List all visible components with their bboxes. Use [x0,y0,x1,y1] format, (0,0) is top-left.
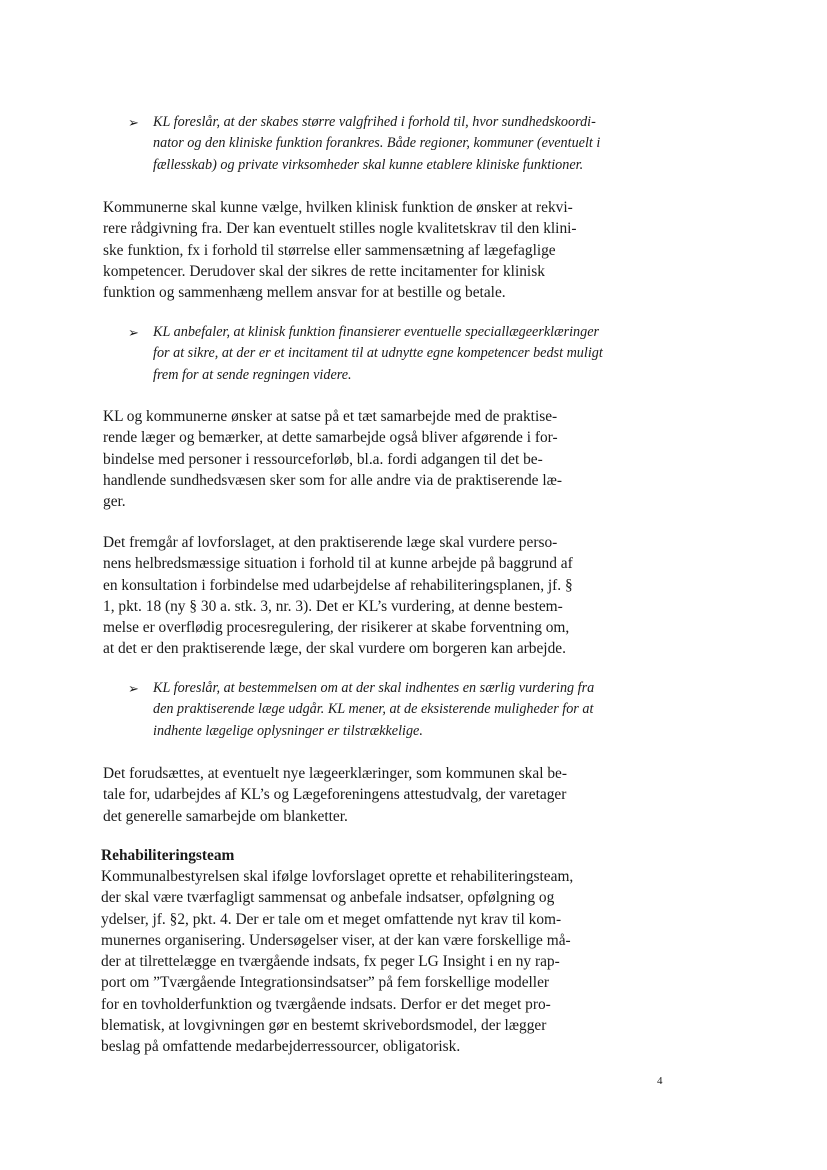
text-line: funktion og sammenhæng mellem ansvar for at bestille og betale. [103,284,506,302]
text-line: Det fremgår af lovforslaget, at den praktiserende læge skal vurdere perso- [103,534,558,551]
arrow-bullet-icon: ➢ [128,115,139,130]
text-line: rere rådgivning fra. Der kan eventuelt stilles nogle kvalitetskrav til den klini- [103,220,577,238]
text-line: munernes organisering. Undersøgelser viser, at der kan være forskellige må- [101,931,571,949]
text-line: KL anbefaler, at klinisk funktion finansierer eventuelle speciallægeerklæringer [153,324,600,340]
body-paragraph [103,406,618,512]
text-line: bindelse med personer i ressourceforløb, bl.a. fordi adgangen til det be- [103,450,543,468]
text-line: nens helbredsmæssige situation i forhold til at kunne arbejde på baggrund af [103,555,573,573]
text-line: frem for at sende regningen videre. [153,366,352,383]
text-line: fællesskab) og private virksomheder skal kunne etablere kliniske funktioner. [153,156,584,173]
text-line: rende læger og bemærker, at dette samarbejde også bliver afgørende i for- [103,429,558,447]
text-line: KL foreslår, at bestemmelsen om at der skal indhentes en særlig vurdering fra [153,680,595,696]
text-line: Kommunalbestyrelsen skal ifølge lovforslaget oprette et rehabiliteringsteam, [101,868,574,885]
text-line: for en tovholderfunktion og tværgående indsats. Derfor er det meget pro- [101,995,551,1013]
text-line: blematisk, at lovgivningen gør en bestemt skrivebordsmodel, der lægger [101,1017,547,1035]
text-line: handlende sundhedsvæsen sker som for alle andre via de praktiserende læ- [103,471,563,489]
text-line: KL og kommunerne ønsker at satse på et tæt samarbejde med de praktise- [103,408,558,425]
text-line: den praktiserende læge udgår. KL mener, at de eksisterende muligheder for at [153,701,594,718]
text-line: Kommunerne skal kunne vælge, hvilken klinisk funktion de ønsker at rekvi- [103,199,573,216]
text-line: der at tilrettelægge en tværgående indsats, fx peger LG Insight i en ny rap- [101,953,560,971]
text-line: for at sikre, at der er et incitament til at udnytte egne kompetencer bedst muligt [153,345,603,362]
text-line: kompetencer. Derudover skal der sikres de rette incitamenter for klinisk [103,262,545,280]
text-line: at det er den praktiserende læge, der skal vurdere om borgeren kan arbejde. [103,640,566,658]
text-line: ydelser, jf. §2, pkt. 4. Der er tale om et meget omfattende nyt krav til kom- [101,910,562,928]
text-line: tale for, udarbejdes af KL’s og Lægeforeningens attestudvalg, der varetager [103,786,567,804]
text-line: det generelle samarbejde om blanketter. [103,807,348,825]
text-line: melse er overflødig procesregulering, der risikerer at skabe forventning om, [103,619,570,637]
section-heading: Rehabiliteringsteam [101,847,235,864]
text-line: indhente lægelige oplysninger er tilstrækkelige. [153,722,423,739]
body-paragraph [103,197,618,303]
body-paragraph [103,763,618,827]
body-paragraph [103,532,618,660]
text-line: nator og den kliniske funktion forankres. Både regioner, kommuner (eventuelt i [153,135,601,152]
arrow-bullet-icon: ➢ [128,325,139,340]
text-line: 1, pkt. 18 (ny § 30 a. stk. 3, nr. 3). Det er KL’s vurdering, at denne bestem- [103,597,563,615]
page-number: 4 [657,1075,663,1087]
text-line: en konsultation i forbindelse med udarbejdelse af rehabiliteringsplanen, jf. § [103,576,573,594]
text-line: der skal være tværfagligt sammensat og anbefale indsatser, opfølgning og [101,889,555,907]
body-paragraph [101,866,616,1058]
text-line: ske funktion, fx i forhold til størrelse eller sammensætning af lægefaglige [103,241,556,259]
text-line: port om ”Tværgående Integrationsindsatser” på fem forskellige modeller [101,974,550,992]
text-line: Det forudsættes, at eventuelt nye lægeerklæringer, som kommunen skal be- [103,765,567,782]
text-line: KL foreslår, at der skabes større valgfrihed i forhold til, hvor sundhedskoordi- [153,114,596,130]
text-line: beslag på omfattende medarbejderressourcer, obligatorisk. [101,1038,461,1056]
arrow-bullet-icon: ➢ [128,681,139,696]
text-line: ger. [103,493,126,511]
